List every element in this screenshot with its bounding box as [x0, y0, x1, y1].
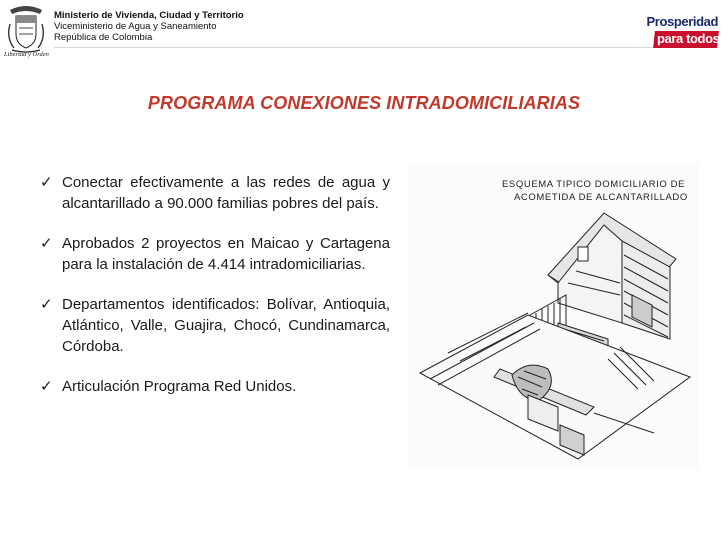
logo-line2: para todos: [657, 31, 720, 46]
vice-ministry-name: Viceministerio de Agua y Saneamiento: [54, 21, 217, 32]
slide-title: PROGRAMA CONEXIONES INTRADOMICILIARIAS: [147, 93, 581, 113]
house-sewer-sketch: [408, 163, 698, 469]
bullet-text: Conectar efectivamente a las redes de agua y alcantarillado a 90.000 familias pobres del país.: [62, 174, 390, 212]
sewer-connection-diagram: [408, 163, 698, 469]
checkmark-icon: ✓: [40, 296, 53, 313]
prosperidad-logo: [646, 12, 720, 48]
ministry-name: Ministerio de Vivienda, Ciudad y Territorio: [54, 10, 244, 21]
logo-line1: Prosperidad: [646, 14, 718, 29]
bullet-text: Articulación Programa Red Unidos.: [62, 378, 297, 395]
bullet-item: [40, 376, 390, 397]
bullet-list: [40, 172, 390, 416]
diagram-title-line1: ESQUEMA TIPICO DOMICILIARIO DE: [502, 179, 686, 190]
bullet-item: [40, 233, 390, 275]
house-drawing: [420, 213, 690, 459]
bullet-text: Aprobados 2 proyectos en Maicao y Cartagena para la instalación de 4.414 intradomiciliarias.: [62, 235, 390, 273]
bullet-item: [40, 294, 390, 357]
bullet-item: [40, 172, 390, 214]
bullet-text: Departamentos identificados: Bolívar, Antioquia, Atlántico, Valle, Guajira, Chocó, Cundinamarca, Córdoba.: [62, 296, 390, 355]
header-divider: [54, 47, 654, 48]
diagram-title-line2: ACOMETIDA DE ALCANTARILLADO: [514, 192, 688, 203]
checkmark-icon: ✓: [40, 174, 53, 191]
crest-motto: Libertad y Orden: [4, 51, 49, 58]
ministry-block: [54, 10, 244, 43]
checkmark-icon: ✓: [40, 378, 53, 395]
country-name: República de Colombia: [54, 32, 153, 43]
checkmark-icon: ✓: [40, 235, 53, 252]
